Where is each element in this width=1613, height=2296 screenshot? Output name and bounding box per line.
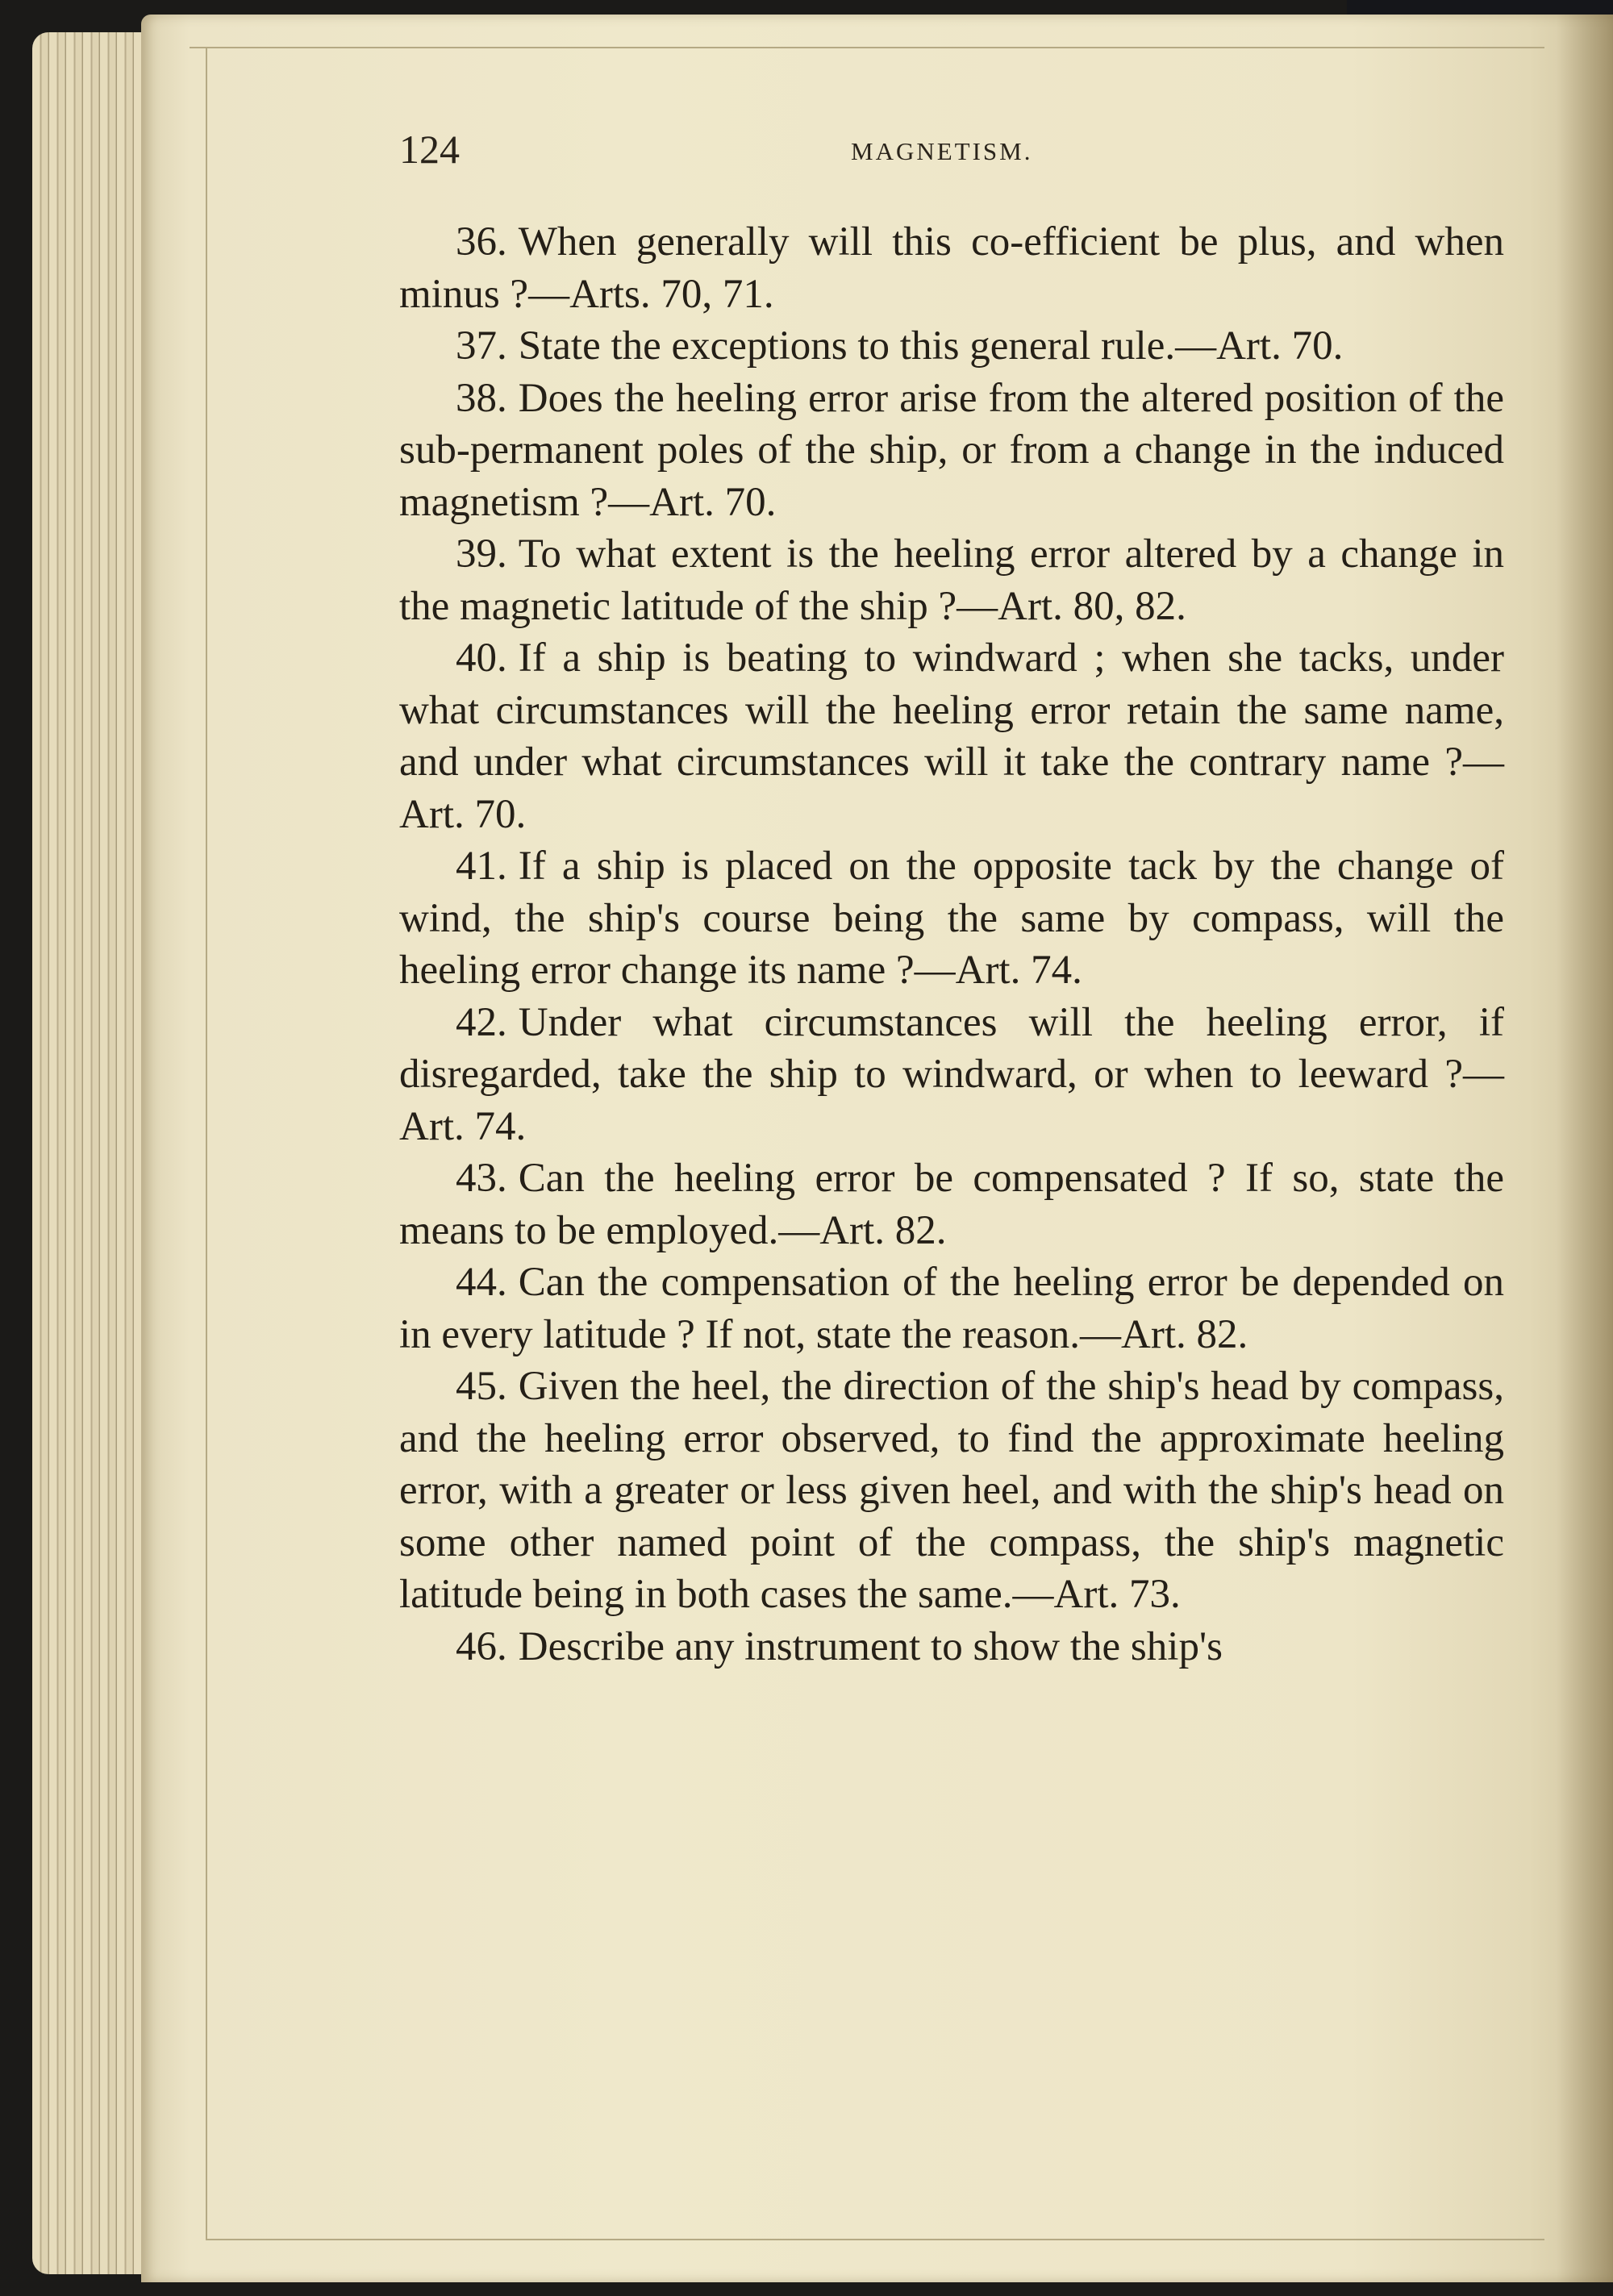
question-45 [399, 1361, 1504, 1621]
question-number: 42. [456, 999, 507, 1045]
question-39 [399, 528, 1504, 632]
question-number: 36. [456, 219, 507, 265]
question-text: If a ship is beating to windward ; when she tacks, under what circumstances will the heeling error retain the same name, and under what circumstances will it take the contrary name ?—Art. 70. [399, 635, 1504, 837]
question-number: 45. [456, 1364, 507, 1409]
section-title: MAGNETISM. [851, 137, 1033, 165]
question-44 [399, 1256, 1504, 1361]
question-text: Does the heeling error arise from the altered position of the sub-permanent poles of the ship, or from a change in the induced magnetism ?—Art. 70. [399, 375, 1504, 525]
question-41 [399, 840, 1504, 997]
question-40 [399, 632, 1504, 840]
question-text: If a ship is placed on the opposite tack by the change of wind, the ship's course being the same by compass, will the heeling error change its name ?—Art. 74. [399, 844, 1504, 993]
question-list [399, 216, 1504, 1673]
question-46 [399, 1621, 1504, 1673]
question-text: To what extent is the heeling error altered by a change in the magnetic latitude of the ship ?—Art. 80, 82. [399, 531, 1504, 629]
frame-line-bottom [206, 2239, 1544, 2240]
question-number: 44. [456, 1260, 507, 1305]
frame-line-top [190, 47, 1544, 48]
question-text: Can the compensation of the heeling error be depended on in every latitude ? If not, state the reason.—Art. 82. [399, 1260, 1504, 1357]
frame-line-left [206, 47, 207, 2240]
question-text: Under what circumstances will the heeling error, if disregarded, take the ship to windward, or when to leeward ?—Art. 74. [399, 999, 1504, 1149]
question-text: Describe any instrument to show the ship's [518, 1623, 1223, 1669]
question-number: 37. [456, 323, 507, 369]
question-number: 39. [456, 531, 507, 577]
question-number: 41. [456, 844, 507, 889]
page-number: 124 [399, 127, 460, 172]
question-37 [399, 320, 1504, 373]
question-text: Can the heeling error be compensated ? If so, state the means to be employed.—Art. 82. [399, 1156, 1504, 1253]
page-gutter-shadow [1557, 15, 1613, 2282]
running-head [399, 121, 1508, 177]
question-text: State the exceptions to this general rule.—Art. 70. [518, 323, 1344, 369]
question-text: When generally will this co-efficient be plus, and when minus ?—Arts. 70, 71. [399, 219, 1504, 317]
question-36 [399, 216, 1504, 320]
question-text: Given the heel, the direction of the ship's head by compass, and the heeling error observed, to find the approximate heeling error, with a greater or less given heel, and with the ship's head on some other named point of the compass, the ship's magnetic latitude being in both cases the same.—Art. 73. [399, 1364, 1504, 1617]
question-number: 43. [456, 1156, 507, 1201]
question-number: 38. [456, 375, 507, 421]
question-43 [399, 1152, 1504, 1256]
question-number: 46. [456, 1623, 507, 1669]
question-42 [399, 997, 1504, 1153]
question-38 [399, 373, 1504, 529]
question-number: 40. [456, 635, 507, 681]
